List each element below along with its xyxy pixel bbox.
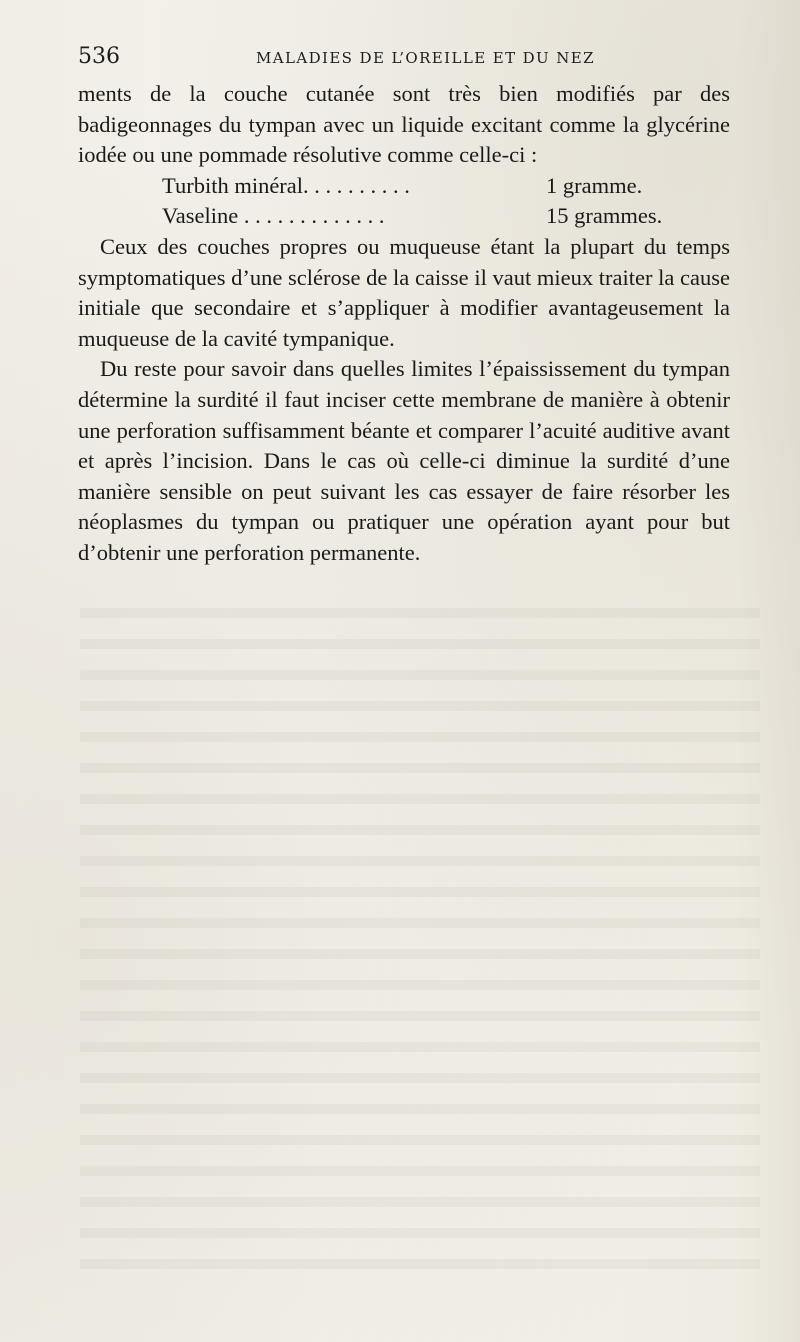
formula-quantity: 1 gramme. [546,172,643,198]
formula-ingredient: Turbith minéral. . . . . . . . . . [162,172,410,198]
bleed-through-text [80,590,760,1290]
paragraph-3: Du reste pour savoir dans quelles limites l’épaississement du tympan détermine la surdité il faut inciser cette membrane de manière à obtenir une perforation suffisamment béante et comparer l’acuité auditive avant et après l’incision. Dans le cas où celle-ci diminue la surdité d’une manière sensible on peut suivant les cas essayer de faire résorber les néoplasmes du tympan ou pratiquer une opération ayant pour but d’obtenir une perforation permanente. [78,356,730,565]
paragraph-1: ments de la couche cutanée sont très bien modifiés par des badigeonnages du tympan avec un liquide excitant comme la glycérine iodée ou une pommade résolutive comme celle-ci : [78,81,730,168]
paragraph-2: Ceux des couches propres ou muqueuse étant la plupart du temps symptomatiques d’une sclérose de la caisse il vaut mieux traiter la cause initiale que secondaire et s’appliquer à modifier avantageusement la muqueuse de la cavité tympanique. [78,233,730,351]
running-title: MALADIES DE L’OREILLE ET DU NEZ [256,49,595,67]
formula-line-1 [78,171,730,202]
running-header [78,44,730,74]
formula-line-2 [78,201,730,232]
formula-ingredient: Vaseline . . . . . . . . . . . . . [162,203,385,229]
page-number: 536 [78,44,120,69]
formula-quantity: 15 grammes. [546,203,663,229]
body-text [78,79,730,569]
